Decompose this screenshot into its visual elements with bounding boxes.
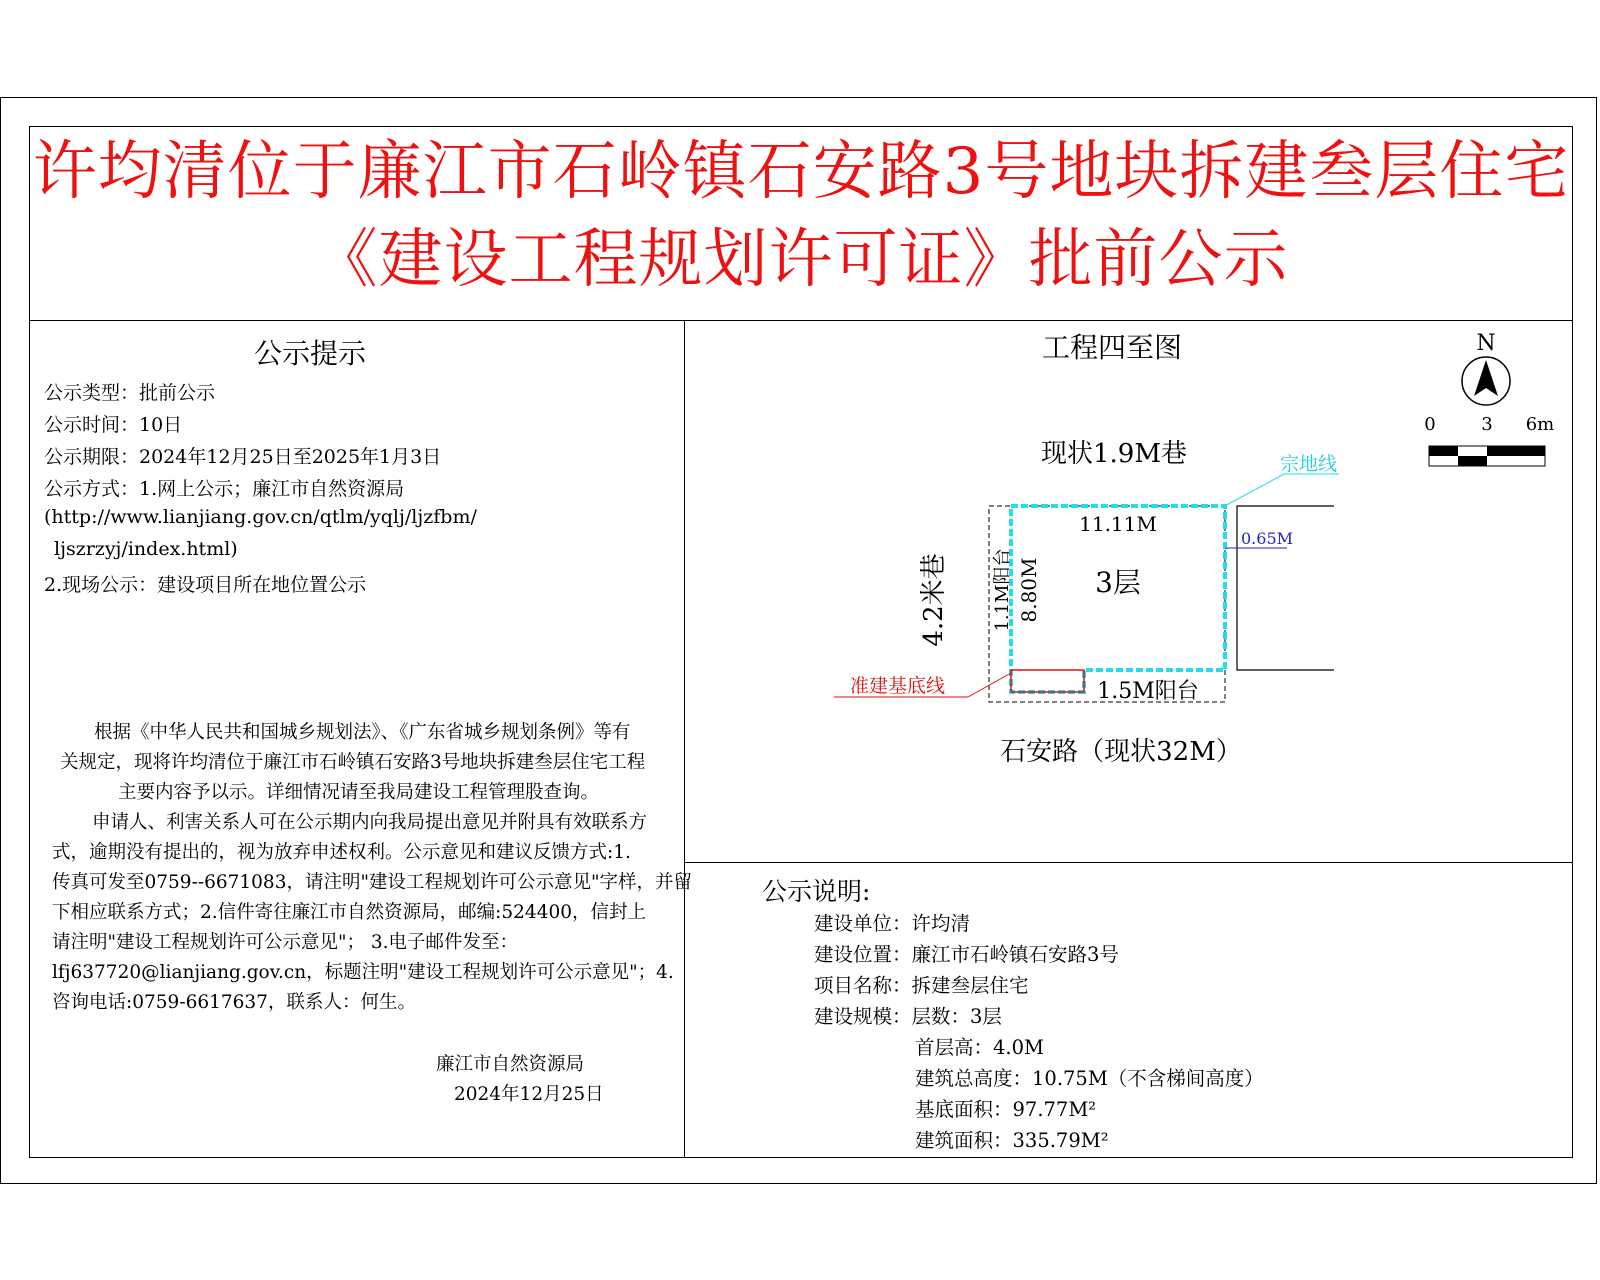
bottom-balcony-label: 1.5M阳台 (1097, 679, 1199, 704)
base-line (1011, 670, 1084, 692)
desc-total-height: 建筑总高度：10.75M（不含梯间高度） (915, 1067, 1264, 1090)
body-line: 式，逾期没有提出的，视为放弃申述权利。公示意见和建议反馈方式:1. (52, 842, 631, 863)
base-line-label: 准建基底线 (850, 675, 946, 697)
title-line-1: 许均清位于廉江市石岭镇石安路3号地块拆建叁层住宅 (32, 135, 1570, 209)
notice-period: 公示期限：2024年12月25日至2025年1月3日 (44, 446, 442, 468)
desc-project: 项目名称：拆建叁层住宅 (814, 974, 1029, 997)
top-road-label: 现状1.9M巷 (1041, 439, 1187, 469)
bottom-road-label: 石安路（现状32M） (1000, 737, 1242, 767)
body-line: 关规定，现将许均清位于廉江市石岭镇石安路3号地块拆建叁层住宅工程 (60, 752, 646, 773)
body-line: 根据《中华人民共和国城乡规划法》、《广东省城乡规划条例》等有 (94, 722, 631, 743)
body-line: 主要内容予以示。详细情况请至我局建设工程管理股查询。 (118, 782, 600, 803)
scale-bar (1424, 414, 1554, 466)
left-balcony-label: 1.1M阳台 (992, 548, 1013, 632)
scale-label-3: 3 (1481, 414, 1493, 435)
body-line: 下相应联系方式；2.信件寄往廉江市自然资源局，邮编:524400，信封上 (52, 902, 647, 923)
notice-duration: 公示时间：10日 (44, 414, 183, 436)
notice-heading: 公示提示 (254, 337, 367, 370)
body-line: 咨询电话:0759-6617637，联系人：何生。 (52, 992, 416, 1013)
desc-base-area: 基底面积：97.77M² (915, 1098, 1097, 1121)
north-arrow-icon (1462, 331, 1510, 405)
desc-floor-area: 建筑面积：335.79M² (915, 1129, 1109, 1152)
scale-label-6: 6m (1525, 414, 1555, 435)
map-heading: 工程四至图 (1042, 331, 1183, 364)
signature-org: 廉江市自然资源局 (436, 1054, 585, 1075)
body-line[interactable]: lfj637720@lianjiang.gov.cn，标题注明"建设工程规划许可公示意见"；4. (52, 962, 674, 983)
desc-first-floor: 首层高：4.0M (915, 1036, 1044, 1059)
body-line: 传真可发至0759--6671083，请注明"建设工程规划许可公示意见"字样，并留 (52, 872, 692, 893)
desc-location: 建设位置：廉江市石岭镇石安路3号 (814, 943, 1119, 966)
parcel-leader (1221, 474, 1284, 508)
notice-method: 公示方式：1.网上公示；廉江市自然资源局 (44, 478, 405, 500)
width-label: 11.11M (1079, 512, 1157, 536)
parcel-line-label: 宗地线 (1280, 453, 1338, 475)
scale-label-0: 0 (1424, 414, 1436, 435)
floors-label: 3层 (1095, 566, 1141, 599)
left-road-label: 4.2米巷 (919, 553, 949, 647)
height-label: 8.80M (1017, 557, 1041, 623)
desc-scale: 建设规模：层数：3层 (814, 1005, 1002, 1028)
notice-type: 公示类型：批前公示 (44, 382, 216, 404)
signature-date: 2024年12月25日 (454, 1084, 604, 1105)
setback-label: 0.65M (1241, 529, 1294, 548)
notice-onsite: 2.现场公示：建设项目所在地位置公示 (44, 574, 367, 596)
body-line: 请注明"建设工程规划许可公示意见"； 3.电子邮件发至： (52, 932, 519, 953)
north-label: N (1476, 331, 1496, 356)
site-map (684, 320, 1573, 862)
title-line-2: 《建设工程规划许可证》批前公示 (313, 223, 1289, 297)
notice-url-1[interactable]: (http://www.lianjiang.gov.cn/qtlm/yqlj/ljzfbm/ (44, 506, 477, 528)
desc-unit: 建设单位：许均清 (814, 912, 971, 935)
description-heading: 公示说明: (762, 877, 871, 906)
map-divider (684, 862, 1573, 863)
notice-url-2[interactable]: ljszrzyj/index.html) (54, 538, 238, 560)
body-line: 申请人、利害关系人可在公示期内向我局提出意见并附具有效联系方 (92, 812, 648, 833)
